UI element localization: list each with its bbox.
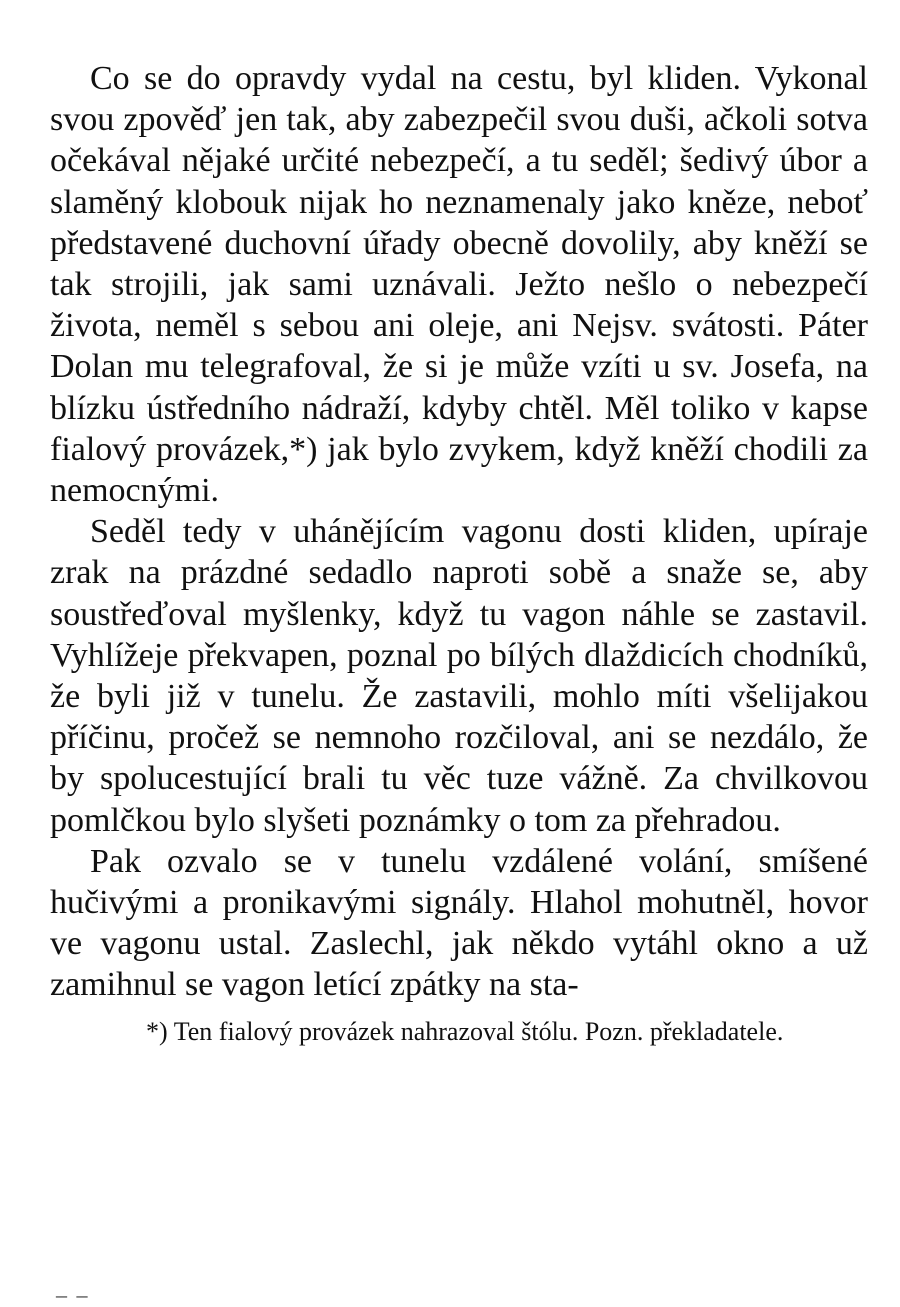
- footnote: *) Ten fialový provázek nahrazoval štólu. Pozn. překladatele.: [146, 1016, 784, 1046]
- paragraph-3: Pak ozvalo se v tunelu vzdálené volání, smíšené hučivými a pronikavými signály. Hlahol mohutněl, hovor ve vagonu ustal. Zaslechl, jak někdo vytáhl okno a už zamihnul se vagon letící zpátky na sta-: [50, 842, 868, 1004]
- paragraph-2: Seděl tedy v uhánějícím vagonu dosti kliden, upíraje zrak na prázdné sedadlo naproti sobě a snaže se, aby soustřeďoval myšlenky, když tu vagon náhle se zastavil. Vyhlížeje překvapen, poznal po bílých dlaždicích chodníků, že byli již v tunelu. Že zastavili, mohlo míti všelijakou příčinu, pročež se nemnoho rozčiloval, ani se nezdálo, že by spolucestující brali tu věc tuze vážně. Za chvilkovou pomlčkou bylo slyšeti poznámky o tom za přehradou.: [50, 513, 868, 839]
- paragraph-1: Co se do opravdy vydal na cestu, byl kliden. Vykonal svou zpověď jen tak, aby zabezpečil svou duši, ačkoli sotva očekával nějaké určité nebezpečí, a tu seděl; šedivý úbor a slaměný klobouk nijak ho neznamenaly jako kněze, neboť představené duchovní úřady obecně dovolily, aby kněží se tak strojili, jak sami uznávali. Ježto nešlo o nebezpečí života, neměl s sebou ani oleje, ani Nejsv. svátosti. Páter Dolan mu telegrafoval, že si je může vzíti u sv. Josefa, na blízku ústředního nádraží, kdyby chtěl. Měl toliko v kapse fialový provázek,*) jak bylo zvykem, když kněží chodili za nemocnými.: [50, 60, 868, 510]
- page-mark: – –: [56, 1282, 90, 1307]
- body-text: [50, 58, 868, 1006]
- page: [50, 58, 868, 1050]
